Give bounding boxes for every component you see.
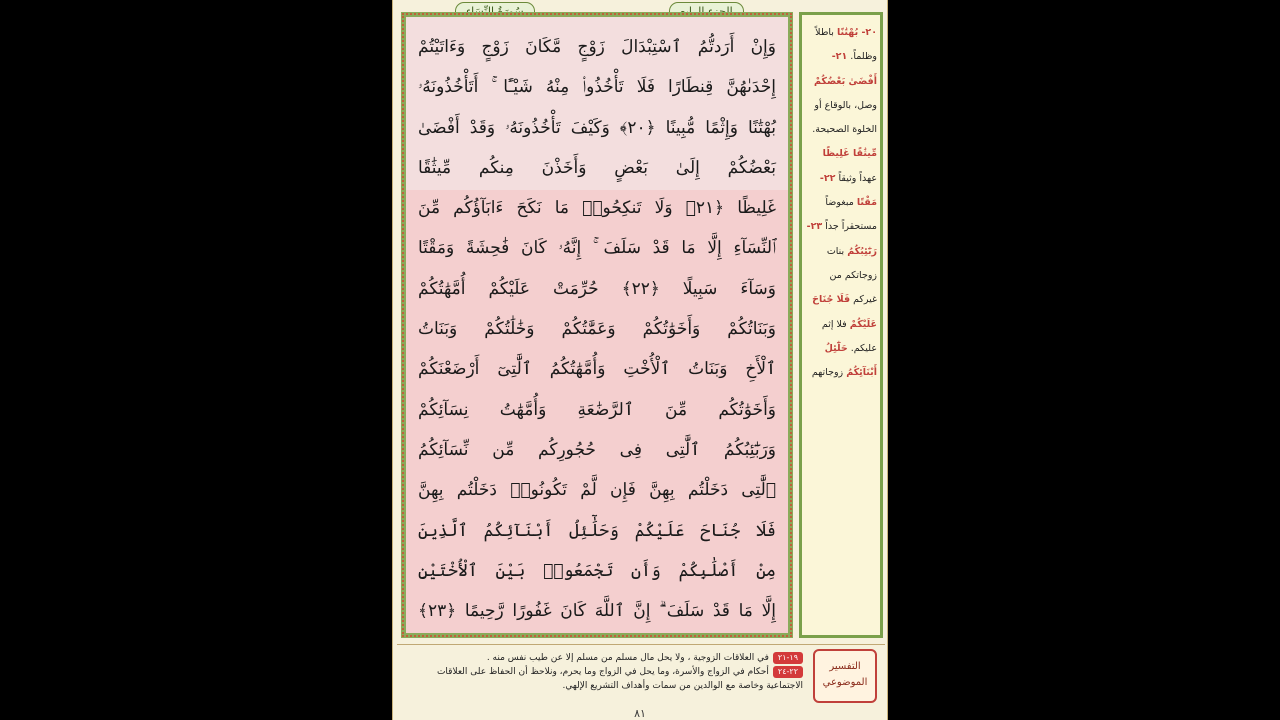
verse-line: فَلَا جُنَاحَ عَلَيْكُمْ وَحَلَٰٓئِلُ أَبْنَآئِكُمُ ٱلَّذِينَ <box>418 520 776 541</box>
verse-line: ٱلَّٰتِى دَخَلْتُم بِهِنَّ فَإِن لَّمْ تَكُونُوا۟ دَخَلْتُم بِهِنَّ <box>418 480 776 501</box>
topic-text: أحكام في الزواج والأسرة، وما يحل في الزواج وما يحرم، ونلاحظ أن الحفاظ على العلاقات <box>436 667 769 677</box>
glossary-list <box>805 21 877 629</box>
topic-text: الاجتماعية وخاصة مع الوالدين من سمات وأهداف التشريع الإلهي. <box>562 681 803 691</box>
glossary-entry <box>807 221 877 305</box>
verse-line: إِلَّا مَا قَدْ سَلَفَ ۗ إِنَّ ٱللَّهَ كَانَ غَفُورًا رَّحِيمًا ﴿٢٣﴾ <box>418 601 776 622</box>
glossary-definition: بنات زوجاتكم من غيركم <box>826 245 877 306</box>
topic-rows <box>401 651 803 693</box>
topic-row <box>401 665 803 679</box>
topic-text: في العلاقات الزوجية ، ولا يحل مال مسلم من مسلم إلا عن طيب نفس منه . <box>486 653 769 663</box>
verse-line: وَسَآءَ سَبِيلًا ﴿٢٢﴾ حُرِّمَتْ عَلَيْكُمْ أُمَّهَٰتُكُمْ <box>418 278 776 299</box>
page-number: ٨١ <box>634 707 646 720</box>
logo-line-1: التفسير <box>829 661 861 672</box>
verse-frame <box>401 12 793 638</box>
glossary-panel <box>799 12 883 638</box>
topic-row <box>401 651 803 665</box>
topic-footer <box>397 644 885 709</box>
glossary-term: فَلَا جُنَاحَ عَلَيْكُمْ <box>812 294 877 330</box>
verse-range-tag: ٢٢-٢٤ <box>773 666 803 678</box>
glossary-definition: وصل، بالوقاع أو الخلوة الصحيحة. <box>812 99 877 136</box>
verse-line: بَعْضُكُمْ إِلَىٰ بَعْضٍ وَأَخَذْنَ مِنكُم مِّيثَٰقًا <box>418 157 776 178</box>
glossary-term: حَلَٰٓئِلُ أَبْنَآئِكُمُ <box>824 342 877 379</box>
verse-line: وَإِنْ أَرَدتُّمُ ٱسْتِبْدَالَ زَوْجٍ مَّكَانَ زَوْجٍ وَءَاتَيْتُمْ <box>418 37 776 57</box>
mushaf-page <box>392 0 888 720</box>
logo-line-2: الموضوعي <box>822 677 868 688</box>
glossary-entry <box>815 27 877 62</box>
verse-line: ٱلْأَخِ وَبَنَاتُ ٱلْأُخْتِ وَأُمَّهَٰتُكُمُ ٱلَّٰتِىٓ أَرْضَعْنَكُمْ <box>418 359 776 380</box>
glossary-entry <box>812 51 877 135</box>
glossary-definition: زوجاتهم <box>811 367 844 379</box>
tafsir-logo <box>813 649 877 703</box>
glossary-definition: مبغوضاً مستحقراً جداً <box>825 197 877 233</box>
verse-line: بُهْتَٰنًا وَإِثْمًا مُّبِينًا ﴿٢٠﴾ وَكَيْفَ تَأْخُذُونَهُۥ وَقَدْ أَفْضَىٰ <box>418 117 776 138</box>
topic-row <box>401 679 803 693</box>
glossary-term: ٢٠- بُهْتَٰنًا <box>836 27 877 38</box>
verse-line: وَأَخَوَٰتُكُم مِّنَ ٱلرَّضَٰعَةِ وَأُمَّهَٰتُ نِسَآئِكُمْ <box>418 399 776 420</box>
verse-text-block <box>412 27 782 627</box>
glossary-term: ٢١- أَفْضَىٰ بَعْضُكُمْ <box>813 51 877 87</box>
verse-line: مِنْ أَصْلَٰبِكُمْ وَأَن تَجْمَعُوا۟ بَيْنَ ٱلْأُخْتَيْنِ <box>418 560 776 581</box>
glossary-term: ٢٢- مَقْتًا <box>819 172 877 209</box>
verse-line: إِحْدَىٰهُنَّ قِنطَارًا فَلَا تَأْخُذُوا۟ مِنْهُ شَيْـًٔا ۚ أَتَأْخُذُونَهُۥ <box>418 77 776 98</box>
verse-line: وَبَنَاتُكُمْ وَأَخَوَٰتُكُمْ وَعَمَّٰتُكُمْ وَخَٰلَٰتُكُمْ وَبَنَاتُ <box>418 319 776 340</box>
verse-line: غَلِيظًا ﴿٢١﴾ وَلَا تَنكِحُوا۟ مَا نَكَحَ ءَابَآؤُكُم مِّنَ <box>418 198 777 219</box>
verse-line: ٱلنِّسَآءِ إِلَّا مَا قَدْ سَلَفَ ۚ إِنَّهُۥ كَانَ فَٰحِشَةً وَمَقْتًا <box>418 238 776 259</box>
glossary-definition: فلا إثم عليكم. <box>821 318 877 354</box>
glossary-term: ٢٣- رَبَٰٓئِبُكُمُ <box>806 221 877 257</box>
verse-line: وَرَبَٰٓئِبُكُمُ ٱلَّٰتِى فِى حُجُورِكُم مِّن نِّسَآئِكُمُ <box>418 439 776 460</box>
glossary-definition: باطلاً وظلماً. <box>815 27 877 63</box>
verse-range-tag: ١٩-٢١ <box>773 652 803 664</box>
glossary-term: مِّيثَٰقًا غَلِيظًا <box>822 148 877 160</box>
glossary-definition: عهداً وثيقاً <box>838 172 877 184</box>
